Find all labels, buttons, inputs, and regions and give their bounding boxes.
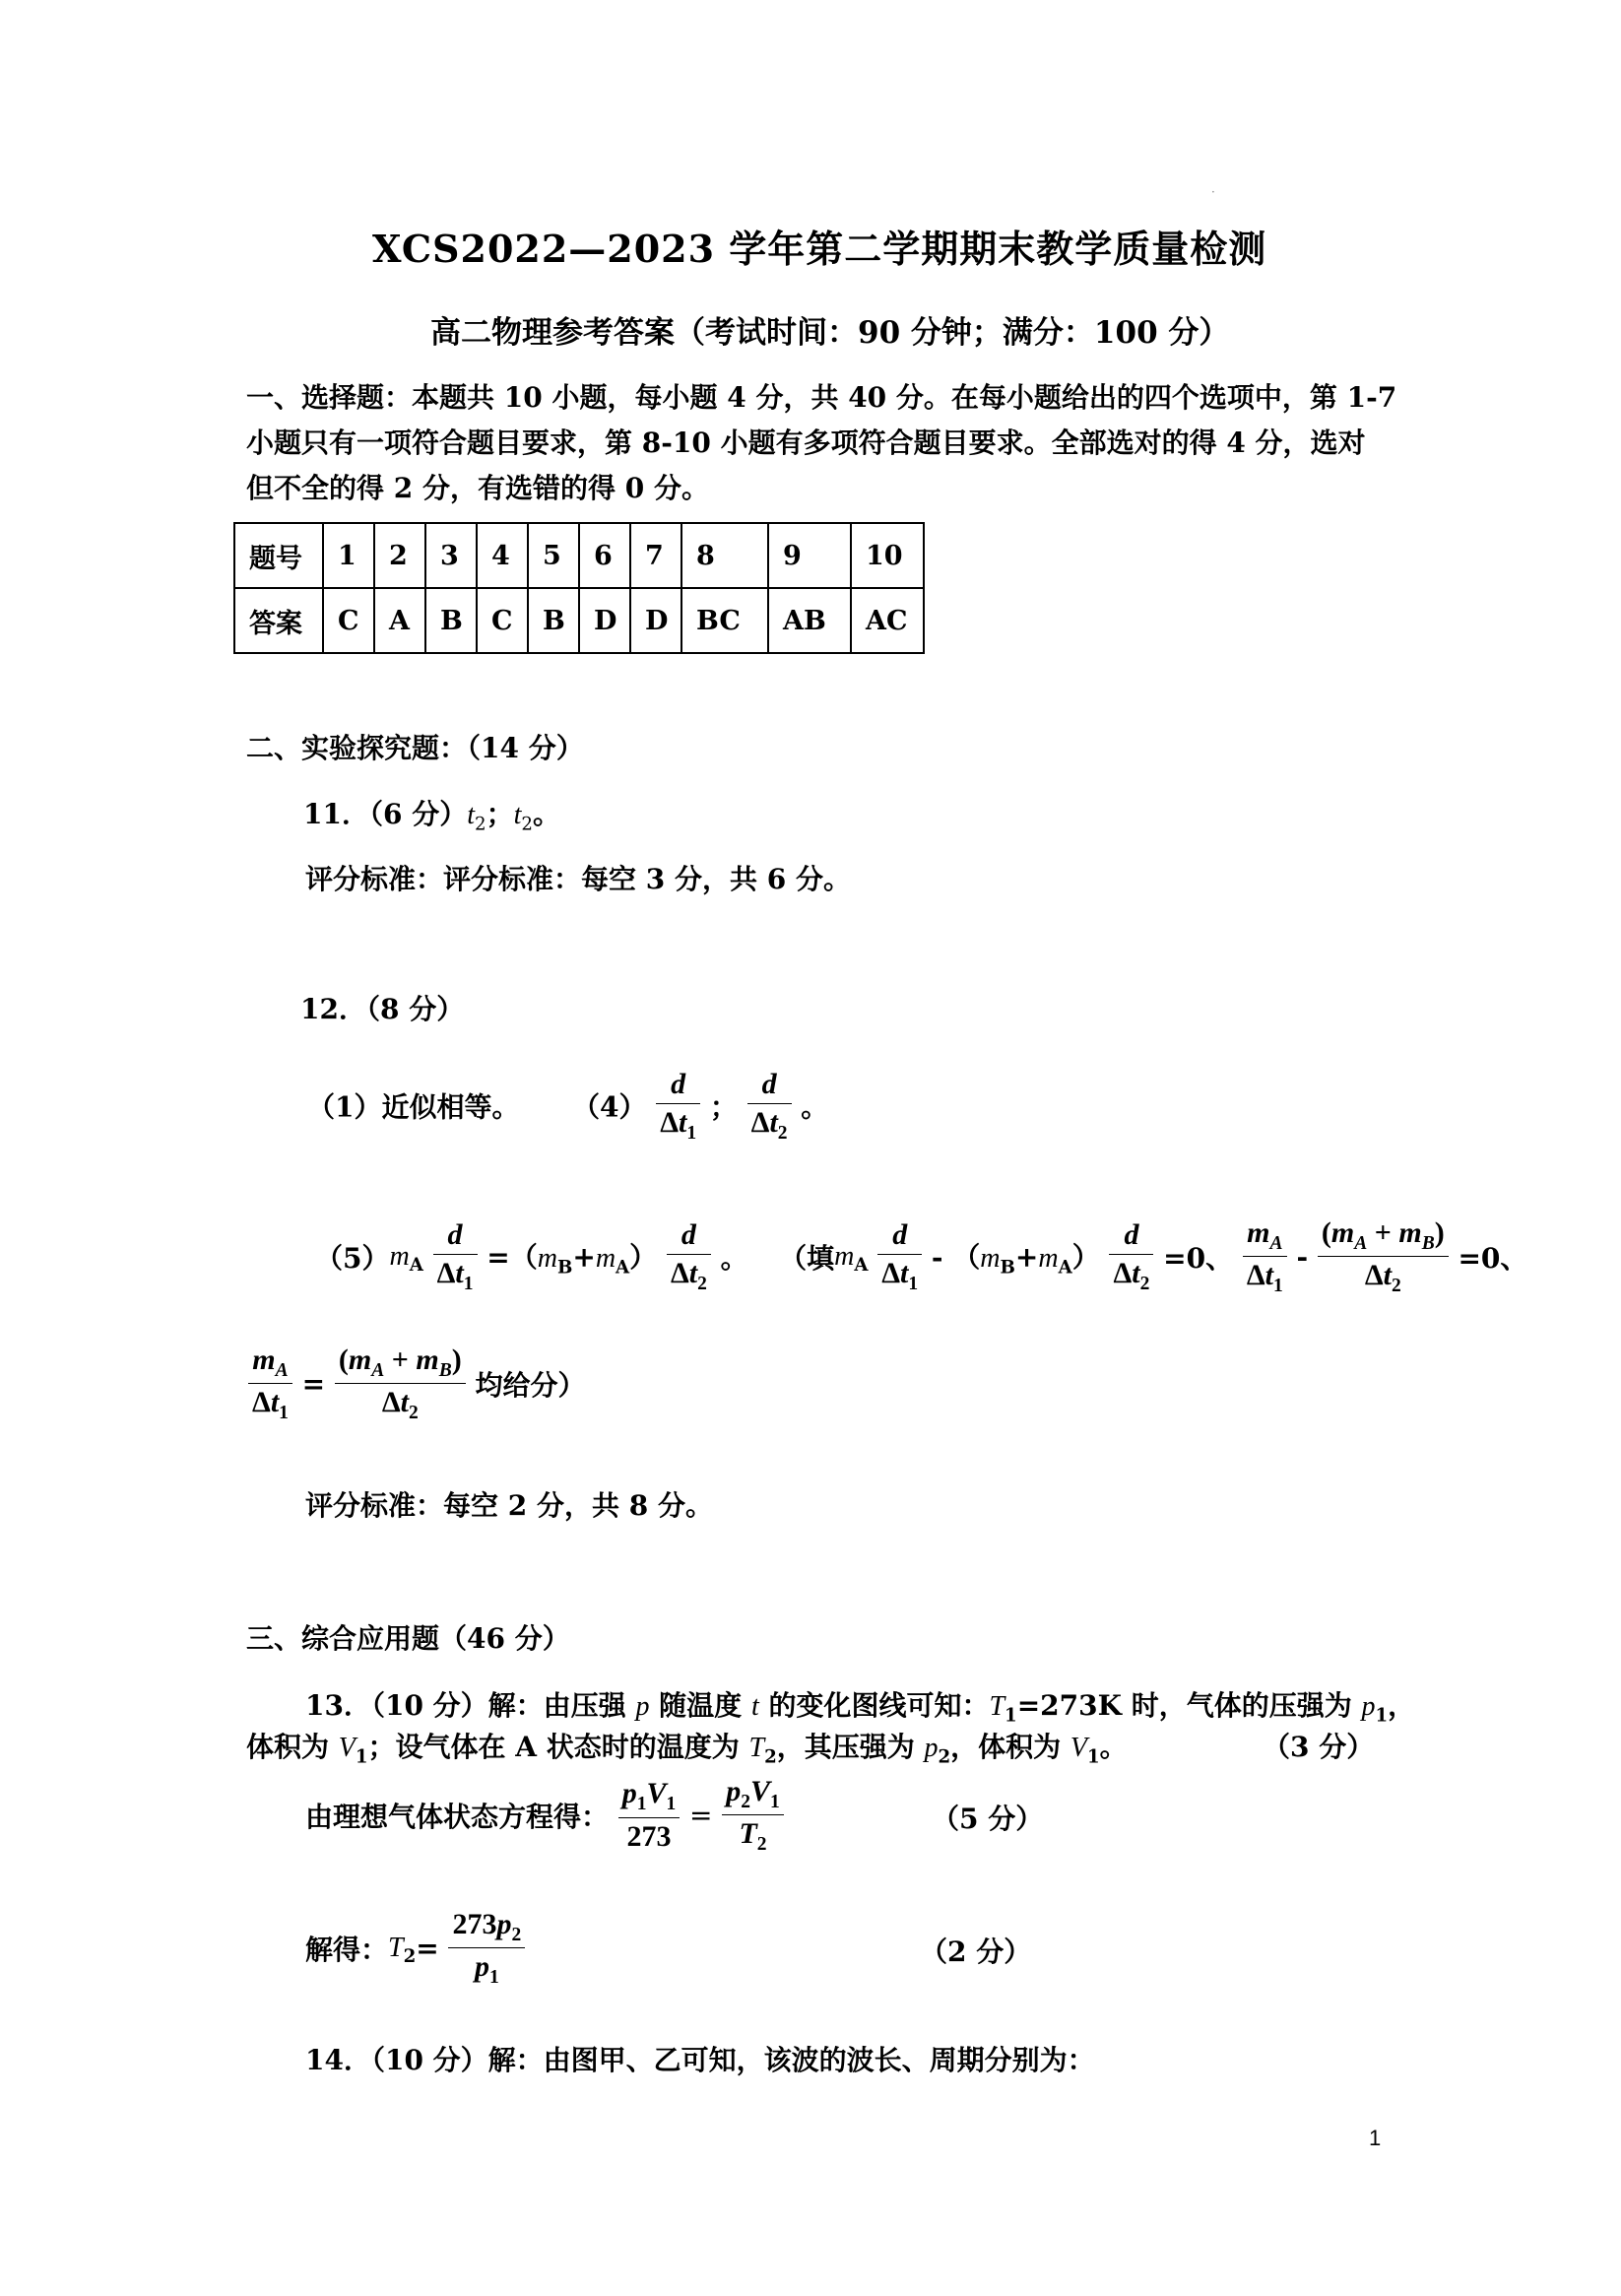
table-cell: C <box>477 588 528 653</box>
table-cell: 8 <box>681 523 768 588</box>
corner-mark: · <box>1211 185 1215 199</box>
q13-points-3: （3 分） <box>1263 1731 1375 1763</box>
table-cell: 2 <box>374 523 425 588</box>
fraction-d-over-dt1: $\frac{d}{\Delta t_1}$ <box>877 1216 922 1296</box>
table-cell: 3 <box>425 523 477 588</box>
table-cell: C <box>323 588 374 653</box>
table-cell: AB <box>768 588 851 653</box>
section1-instructions <box>246 375 1396 511</box>
table-header-cell: 答案 <box>234 588 323 653</box>
q13-line1: 13．（10 分）解：由压强 p 随温度 t 的变化图线可知：$T_1=273K$ 时，气体的压强为 $p_1$， <box>305 1689 1416 1727</box>
table-cell: 5 <box>528 523 579 588</box>
section2-heading: 二、实验探究题：（14 分） <box>246 732 584 764</box>
fraction-d-over-dt1: $\frac{d}{\Delta t_1}$ <box>433 1216 478 1296</box>
q12-grading: 评分标准：每空 2 分，共 8 分。 <box>305 1489 713 1522</box>
document-subtitle: 高二物理参考答案（考试时间：90 分钟；满分：100 分） <box>430 315 1230 351</box>
fraction-d-over-dt2: $\frac{d}{\Delta t_2}$ <box>1109 1216 1153 1296</box>
q11-answer: 11．（6 分）$t_2$；$t_2$。 <box>303 798 560 835</box>
answer-table-row-numbers <box>234 523 924 588</box>
table-cell: AC <box>851 588 924 653</box>
q13-points-5: （5 分） <box>932 1803 1044 1835</box>
q13-line2: 体积为 $V_1$；设气体在 A 状态时的温度为 $T_2$，其压强为 $p_2$，体积为 $V_1$。 <box>246 1731 1128 1768</box>
fraction-d-over-dt2: $\frac{d}{\Delta t_2}$ <box>667 1216 711 1296</box>
q13-points-2: （2 分） <box>920 1935 1032 1968</box>
q12-part1-4: （1）近似相等。 （4） $\frac{d}{\Delta t_1}$ ； $\frac{d}{\Delta t_2}$ 。 <box>307 1066 828 1146</box>
table-cell: B <box>425 588 477 653</box>
fraction-273p2-over-p1: $\frac{273p_2}{p_1}$ <box>448 1906 525 1991</box>
table-cell: 6 <box>579 523 630 588</box>
q14-line: 14．（10 分）解：由图甲、乙可知，该波的波长、周期分别为： <box>305 2044 1095 2076</box>
fraction-d-over-dt1: $\frac{d}{\Delta t_1}$ <box>656 1066 700 1146</box>
section1-line3: 但不全的得 2 分，有选错的得 0 分。 <box>246 472 709 504</box>
q12-part5: $(5)m_A$ $\frac{d}{\Delta t_1}$ $=(m_B+m_A)$ $\frac{d}{\Delta t_2}$ 。 （填$m_A$ $\frac{d}{\Delta t_1}$ - $(m_B+m_A)$ $\frac{d}{\Delta t_2}$ =0、 $\frac{m_A}{\Delta t_1}$ - $\frac{(m_A + m_B)}{\Delta t_2}$ =0、 <box>315 1214 1527 1299</box>
q13-gas-equation: 由理想气体状态方程得： $\frac{p_1V_1}{273}$ = $\frac{p_2V_1}{T_2}$ <box>305 1773 784 1858</box>
q12-part5-continued: $\frac{m_A}{\Delta t_1}$ = $\frac{(m_A + m_B)}{\Delta t_2}$ 均给分） <box>248 1342 585 1426</box>
table-cell: 9 <box>768 523 851 588</box>
q13-solution: 解得：$T_2=$ $\frac{273p_2}{p_1}$ <box>305 1906 525 1991</box>
fraction-p1V1-over-273: $\frac{p_1V_1}{273}$ <box>618 1775 681 1855</box>
table-cell: 4 <box>477 523 528 588</box>
table-cell: 7 <box>630 523 681 588</box>
table-cell: A <box>374 588 425 653</box>
table-cell: 1 <box>323 523 374 588</box>
fraction-d-over-dt2: $\frac{d}{\Delta t_2}$ <box>747 1066 792 1146</box>
fraction-mAmB-over-dt2: $\frac{(m_A + m_B)}{\Delta t_2}$ <box>335 1342 466 1426</box>
fraction-mA-over-dt1: $\frac{m_A}{\Delta t_1}$ <box>1243 1214 1287 1299</box>
table-cell: 10 <box>851 523 924 588</box>
answer-table <box>233 522 925 654</box>
answer-table-row-answers <box>234 588 924 653</box>
fraction-mAmB-over-dt2: $\frac{(m_A + m_B)}{\Delta t_2}$ <box>1318 1214 1449 1299</box>
document-title: XCS2022—2023 学年第二学期期末教学质量检测 <box>372 227 1267 271</box>
section1-line1: 一、选择题：本题共 10 小题，每小题 4 分，共 40 分。在每小题给出的四个选项中，第 1-7 <box>246 381 1397 414</box>
table-header-cell: 题号 <box>234 523 323 588</box>
section1-line2: 小题只有一项符合题目要求，第 8-10 小题有多项符合题目要求。全部选对的得 4 分，选对 <box>246 426 1366 459</box>
section3-heading: 三、综合应用题（46 分） <box>246 1622 570 1655</box>
fraction-p2V1-over-T2: $\frac{p_2V_1}{T_2}$ <box>722 1773 784 1858</box>
table-cell: D <box>579 588 630 653</box>
page-number: 1 <box>1369 2126 1382 2150</box>
q11-grading: 评分标准：评分标准：每空 3 分，共 6 分。 <box>305 863 851 895</box>
table-cell: B <box>528 588 579 653</box>
q12-heading: 12．（8 分） <box>300 993 465 1025</box>
table-cell: BC <box>681 588 768 653</box>
fraction-mA-over-dt1: $\frac{m_A}{\Delta t_1}$ <box>248 1342 292 1426</box>
table-cell: D <box>630 588 681 653</box>
